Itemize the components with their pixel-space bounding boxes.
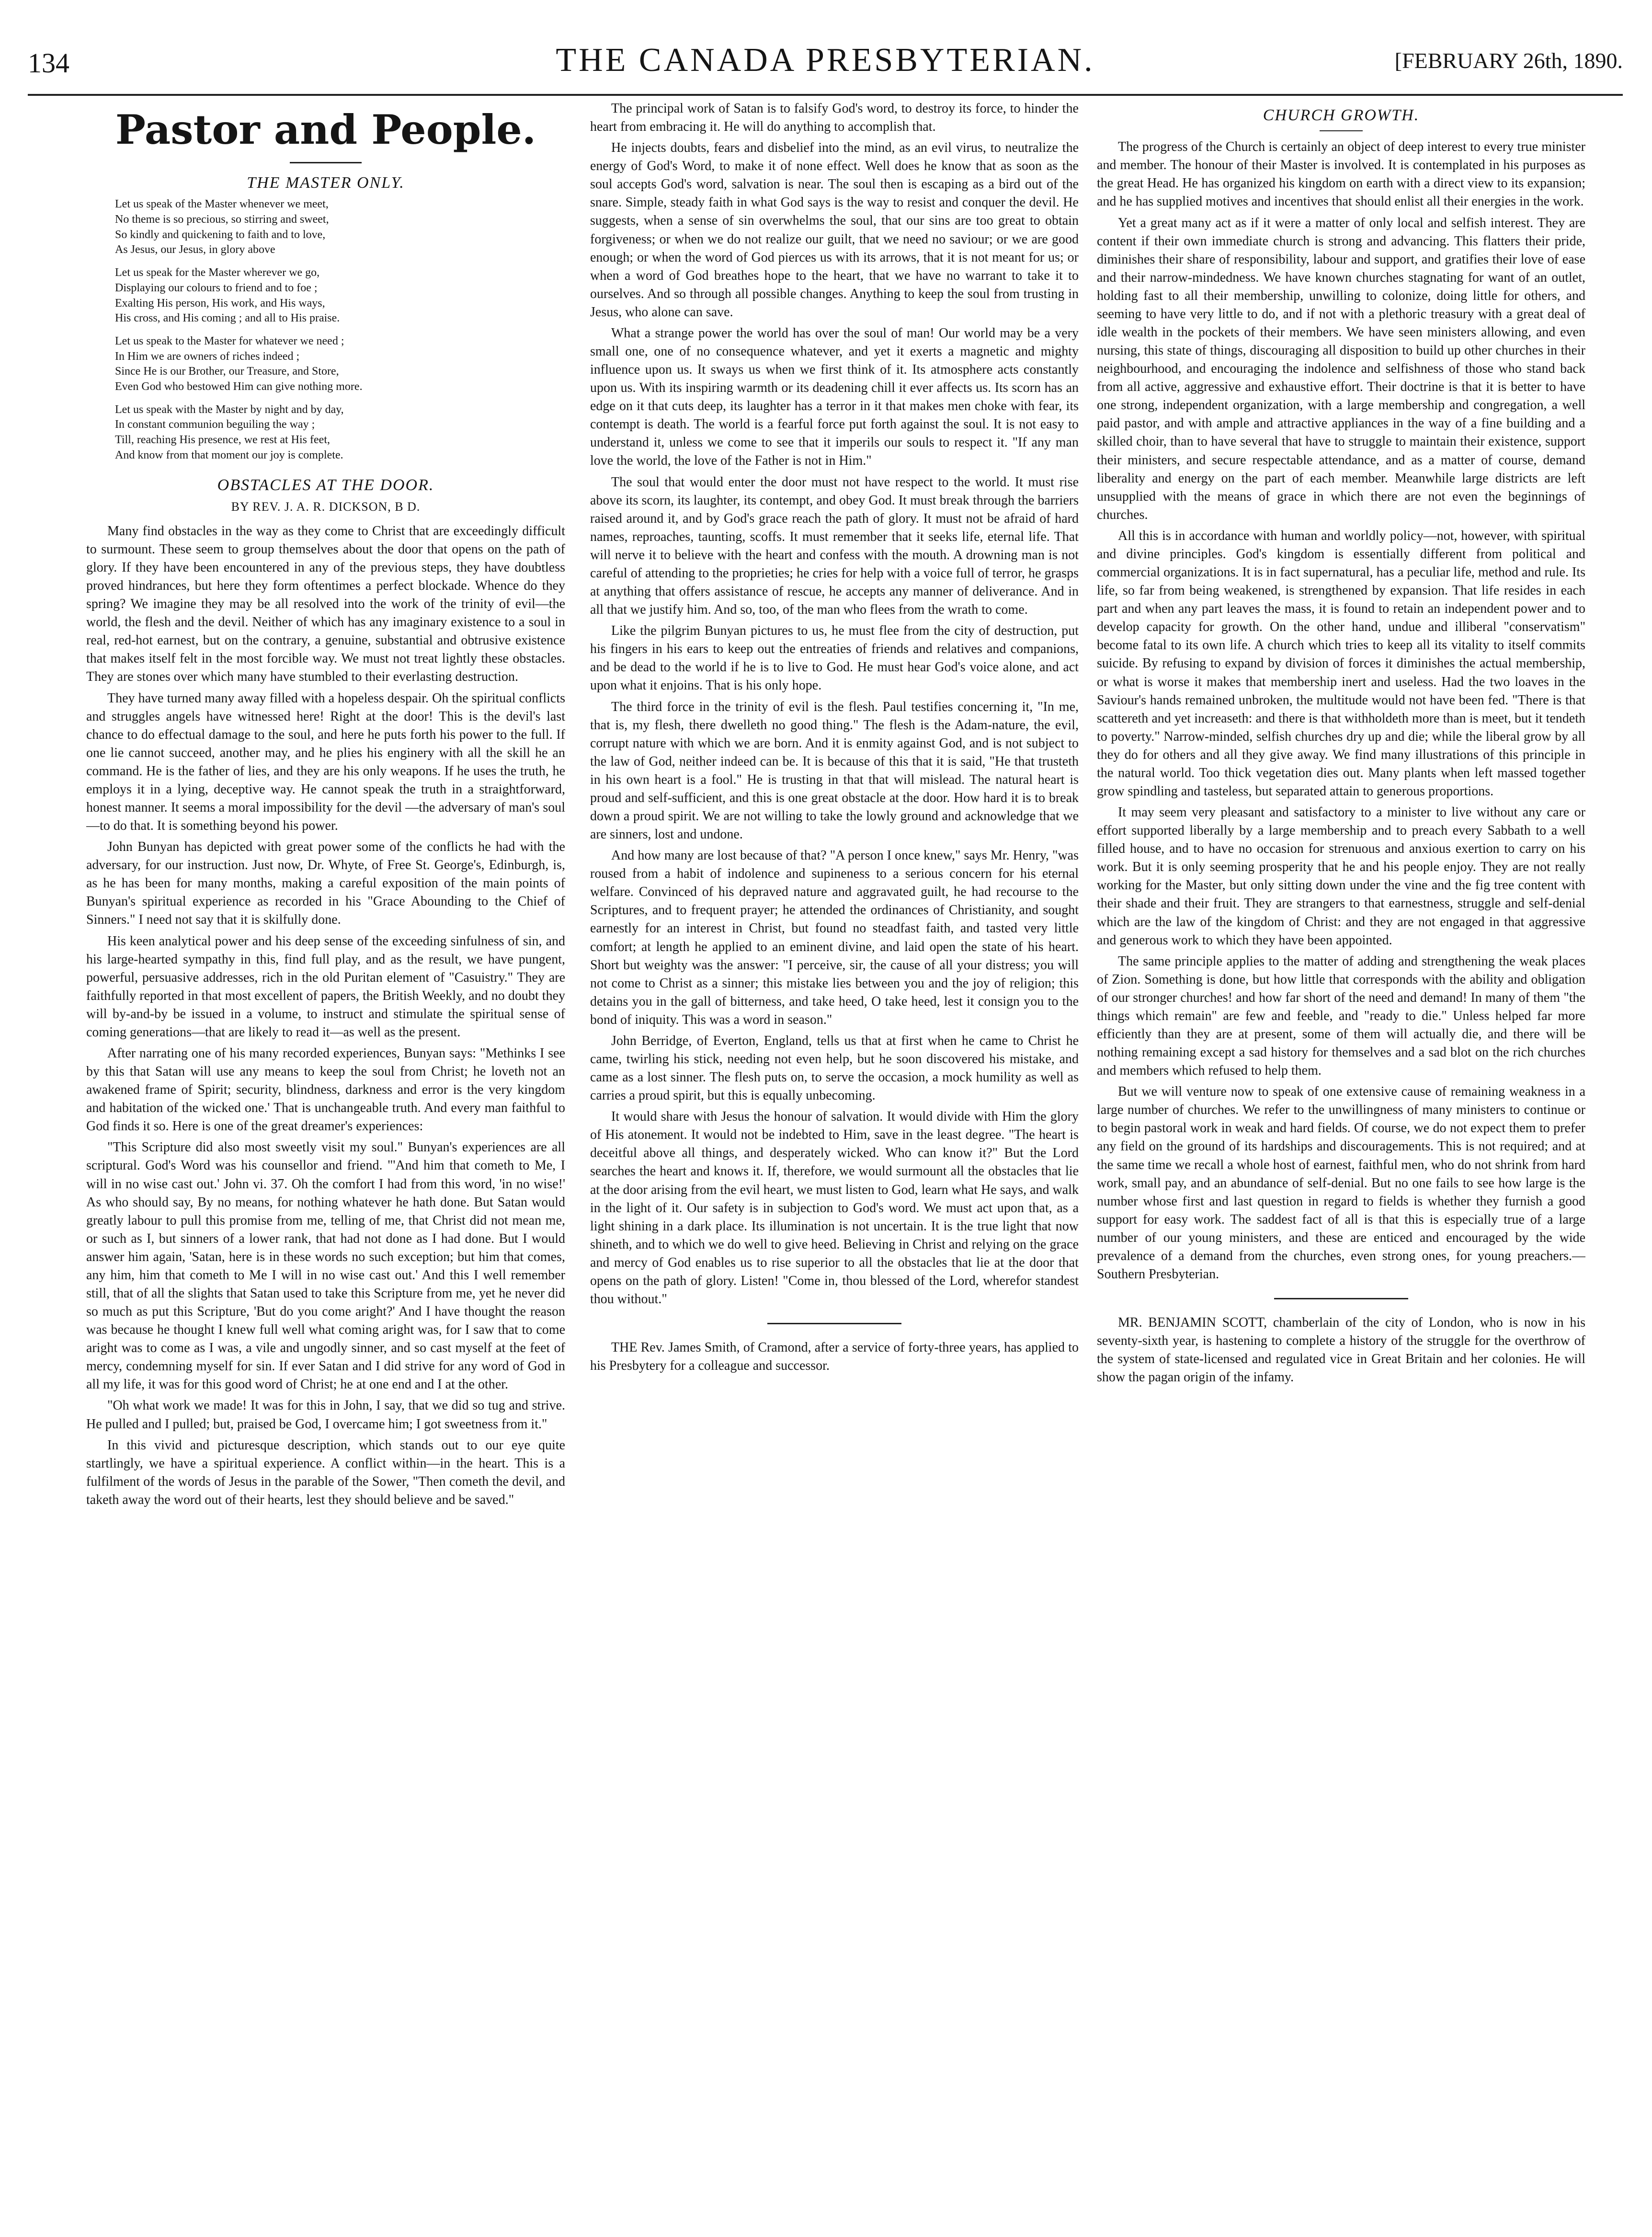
poem-line: Even God who bestowed Him can give nothing more. <box>115 380 363 393</box>
article-paragraph: "Oh what work we made! It was for this in John, I say, that we did so tug and strive. He pulled and I pulled; but, praised be God, I overcame him; I got sweetness from it." <box>86 1398 565 1432</box>
poem-line: Let us speak with the Master by night and by day, <box>115 403 344 416</box>
column-3 <box>1097 100 1585 2217</box>
poem-line: His cross, and His coming ; and all to His praise. <box>115 312 340 325</box>
article-paragraph: But we will venture now to speak of one extensive cause of remaining weakness in a large number of churches. We refer to the unwillingness of many ministers to continue or to begin pastoral work in weak and hard fields. Of course, we do not expect them to prefer any field on the ground of its hardships and discouragements. This is not required; and at the same time we recall a whole host of earnest, faithful men, who do not shrink from hard work, small pay, and an abundance of self-denial. But no one fails to see how large is the number whose first and last question in regard to fields is whether they furnish a good support for easy work. The saddest fact of all is that this is especially true of a large number of our young ministers, and these are enticed and encouraged by the wide prevalence of a demand from the churches, even strong ones, for young preachers.—Southern Presbyterian. <box>1097 1084 1585 1282</box>
article-paragraph: The soul that would enter the door must not have respect to the world. It must rise above its scorn, its laughter, its contempt, and obey God. It must break through the barriers raised around it, and by God's grace reach the path of glory. It must not be afraid of hard names, reproaches, taunting, scoffs. It must remember that it seeks life, eternal life. That will nerve it to believe with the heart and confess with the mouth. A drowning man is not careful of attending to the proprieties; he cries for help with a voice full of terror, he grasps at anything that offers assistance of rescue, he accepts any manner of deliverance. And in all that we justify him. And so, too, of the man who flees from the wrath to come. <box>590 474 1079 618</box>
article-paragraph: They have turned many away filled with a hopeless despair. Oh the spiritual conflicts and struggles angels have witnessed here! Right at the door! This is the devil's last chance to do effectual damage to the soul, and here he puts forth his power to the full. If one lie cannot succeed, another may, and he plies his enginery with all the skill he an command. He is the father of lies, and they are his only weapons. If he uses the truth, he employs it in a lying, deceptive way. He cannot speak the truth in a straightforward, honest manner. It seems a moral impossibility for the devil —the adversary of man's soul—to do that. It is something beyond his power. <box>86 690 565 834</box>
news-note-lead: MR. BENJAMIN SCOTT, <box>1118 1315 1267 1331</box>
section-rule <box>1320 130 1363 131</box>
poem-line: Since He is our Brother, our Treasure, and Store, <box>115 365 339 378</box>
poem <box>115 197 565 463</box>
article-paragraph: And how many are lost because of that? "A person I once knew," says Mr. Henry, "was roused from a habit of indolence and supineness to a serious concern for his eternal welfare. Convinced of his depraved nature and aggravated guilt, he had recourse to the Scriptures, and to frequent prayer; he attended the ordinances of Christianity, and sought earnestly for an interest in Christ, but found no steadfast faith, and tasted very little comfort; at length he applied to an eminent divine, and laid open the state of his heart. Short but weighty was the answer: "I perceive, sir, the cause of all your distress; you will not come to Christ as a sinner; this mistake lies between you and the joy of religion; this detains you in the gall of bitterness, and take heed, O take heed, lest it consign you to the bond of iniquity. This was a word in season." <box>590 848 1079 1027</box>
article-end-rule <box>767 1323 901 1324</box>
poem-line: And know from that moment our joy is complete. <box>115 448 343 461</box>
section-title-pastor-and-people: Pastor and People. <box>115 106 536 153</box>
section-rule <box>290 162 362 163</box>
article-paragraph: The third force in the trinity of evil is the flesh. Paul testifies concerning it, "In me, that is, my flesh, there dwelleth no good thing." The flesh is the Adam-nature, the evil, corrupt nature with which we are born. And it is enmity against God, and is not subject to the law of God, neither indeed can be. It is because of this that it is said, "He that trusteth in his own heart is a fool." He is trusting in that that will mislead. The natural heart is proud and self-sufficient, and this is one great obstacle at the door. How hard it is to break down a proud spirit. We are not willing to take the lowly ground and acknowledge that we are sinners, lost and undone. <box>590 699 1079 842</box>
page-number: 134 <box>28 47 69 79</box>
news-note <box>1097 1314 1585 1387</box>
column-2 <box>590 100 1079 2217</box>
news-note-body: chamberlain of the city of London, who is now in his seventy-sixth year, is hastening to complete a history of the struggle for the overthrow of the system of state-licensed and regulated vice in Great Britain and her colonies. He will show the pagan origin of the infamy. <box>1097 1315 1585 1385</box>
article-title: OBSTACLES AT THE DOOR. <box>217 476 434 494</box>
poem-stanza <box>115 265 565 326</box>
article-paragraph: It may seem very pleasant and satisfactory to a minister to live without any care or effort supported liberally by a large membership and to preach every Sabbath to a well filled house, and to have no occasion for strenuous and anxious exertion to carry on his work. But it is only seeming prosperity that he and his people enjoy. They are not really working for the Master, but only sitting down under the vine and the fig tree content with their shade and their fruit. They are strangers to that earnestness, struggle and self-denial which are the law of the kingdom of Christ: and they are not engaged in that aggressive and generous work to which they have been appointed. <box>1097 805 1585 948</box>
article-paragraph: His keen analytical power and his deep sense of the exceeding sinfulness of sin, and his large-hearted sympathy in this, find full play, and as the result, we have pungent, powerful, persuasive addresses, rich in the old Puritan element of "Casuistry." They are faithfully reported in that most excellent of papers, the British Weekly, and no doubt they will by-and-by be issued in a volume, to instruct and stimulate the spiritual sense of coming generations—that are likely to read it—as well as the present. <box>86 933 565 1040</box>
article-paragraph: John Bunyan has depicted with great power some of the conflicts he had with the adversary, for our instruction. Just now, Dr. Whyte, of Free St. George's, Edinburgh, is, as he has been for many months, making a careful exposition of the main points of Bunyan's spiritual experience as recorded in his "Grace Abounding to the Chief of Sinners." I need not say that it is skilfully done. <box>86 839 565 928</box>
newspaper-title: THE CANADA PRESBYTERIAN. <box>556 42 1095 79</box>
article-paragraph: Many find obstacles in the way as they come to Christ that are exceedingly difficult to surmount. These seem to group themselves about the door that opens on the path of glory. If they have been encountered in any of the previous steps, they have doubtless proved hindrances, but here they form oftentimes a perfect blockade. Whence do they spring? We imagine they may be all resolved into the work of the trinity of evil—the world, the flesh and the devil. Neither of which has any imaginary existence to a soul in real, red-hot earnest, but on the contrary, a genuine, substantial and obtrusive existence that makes itself felt in the most forcible way. We must not treat lightly these obstacles. They are stones over which many have stumbled to their everlasting destruction. <box>86 523 565 685</box>
article-paragraph: What a strange power the world has over the soul of man! Our world may be a very small one, one of no consequence whatever, and yet it exerts a magnetic and mighty influence upon us. It sways us when we first think of it. Its atmosphere acts constantly upon us. With its inspiring warmth or its deadening chill it ever affects us. Its scorn has an edge on it that cuts deep, its laughter has a terror in it that makes men choke with fear, its contempt is death. The world is a fearful force put forth against the soul. It is not easy to understand it, unless we come to see that it imperils our souls to respect it. "If any man love the world, the love of the Father is not in Him." <box>590 325 1079 469</box>
article-paragraph: In this vivid and picturesque description, which stands out to our eye quite startlingly, we have a spiritual experience. A conflict within—in the heart. This is a fulfilment of the words of Jesus in the parable of the Sower, "Then cometh the devil, and taketh away the word out of their hearts, lest they should believe and be saved." <box>86 1437 565 1507</box>
poem-stanza <box>115 334 565 395</box>
article-paragraph: John Berridge, of Everton, England, tells us that at first when he came to Christ he came, twirling his stick, needing not even help, but he soon discovered his mistake, and came as a lost sinner. The flesh puts on, to serve the occasion, a mock humility as well as carries a proud spirit, but this is equally unbecoming. <box>590 1033 1079 1103</box>
article-paragraph: "This Scripture did also most sweetly visit my soul." Bunyan's experiences are all scriptural. God's Word was his counsellor and friend. "'And him that cometh to Me, I will in no wise cast out.' John vi. 37. Oh the comfort I had from this word, 'in no wise!' As who should say, By no means, for nothing whatever he hath done. But Satan would greatly labour to pull this promise from me, telling of me, that Christ did not mean me, or such as I, but sinners of a lower rank, that had not done as I had done. But I would answer him again, 'Satan, here is in these words no such exception; but him that comes, any him, him that cometh to Me I will in no wise cast out.' And this I well remember still, that of all the slights that Satan used to take this Scripture from me, yet he never did so much as put this Scripture, 'But do you come aright?' And I have thought the reason was because he thought I knew full well what coming aright was, for I saw that to come aright was to come as I was, a vile and ungodly sinner, and so cast myself at the feet of mercy, condemning myself for sin. If ever Satan and I did strive for any word of God in all my life, it was for this good word of Christ; he at one end and I at the other. <box>86 1140 565 1392</box>
poem-line: Displaying our colours to friend and to foe ; <box>115 281 318 294</box>
masthead <box>28 41 1623 96</box>
column-1 <box>86 100 565 2217</box>
poem-stanza <box>115 402 565 463</box>
article-paragraph: He injects doubts, fears and disbelief into the mind, as an evil virus, to neutralize the energy of God's Word, to make it of none effect. Well does he know that as soon as the soul accepts God's word, salvation is near. The soul then is escaping as a bird out of the snare. Simple, steady faith in what God says is the way to resist and conquer the devil. He suggests, when a sense of sin overwhelms the soul, that our sins are too great to obtain forgiveness; or when we do not realize our guilt, that we need no saviour; or we are good enough; or when the word of God pierces us with its arrows, that it is not meant for us; or when a word of God breathes hope to the heart, that we have no warrant to take it to ourselves. And so through all possible changes. Anything to keep the soul from trusting in Jesus, who alone can save. <box>590 140 1079 320</box>
poem-title: THE MASTER ONLY. <box>247 174 405 192</box>
poem-line: Let us speak to the Master for whatever we need ; <box>115 334 344 347</box>
article-paragraph: Like the pilgrim Bunyan pictures to us, he must flee from the city of destruction, put his fingers in his ears to keep out the entreaties of friends and relatives and companions, and be dead to the world if he is to live to God. He must hear God's voice alone, and act upon what it enjoins. That is his only hope. <box>590 623 1079 693</box>
poem-line: Exalting His person, His work, and His ways, <box>115 297 325 310</box>
article-paragraph: All this is in accordance with human and worldly policy—not, however, with spiritual and divine principles. God's kingdom is essentially different from political and commercial organizations. It is in fact supernatural, has a peculiar life, method and rule. Its life, so far from being weakened, is strengthened by expansion. That life resides in each part and when any part leaves the mass, it is found to retain an independent power and to develop capacity for growth. On the other hand, undue and illiberal "conservatism" become fatal to its own life. A church which tries to keep all its vitality to itself commits suicide. By refusing to expand by division of forces it diminishes the actual membership, or what is worse it makes that membership inert and useless. Had the two loaves in the Saviour's hands remained unbroken, the multitude would not have been fed. "There is that scattereth and yet increaseth: and there is that withholdeth more than is meet, but it tendeth to poverty." Narrow-minded, selfish churches dry up and die; while the liberal grow by all they do for others and all they give away. We find many illustrations of this principle in the natural world. Too thick vegetation dies out. Many plants when left massed together grow spindling and tasteless, but separated attain to generous proportions. <box>1097 528 1585 799</box>
article-paragraph: After narrating one of his many recorded experiences, Bunyan says: "Methinks I see by this that Satan will use any means to keep the soul from Christ; he loveth not an awakened frame of Spirit; security, blindness, darkness and error is the very kingdom and habitation of the wicked one.' That is unchangeable truth. And every man faithful to God finds it so. Here is one of the great dreamer's experiences: <box>86 1046 565 1134</box>
article-paragraph: The progress of the Church is certainly an object of deep interest to every true minister and member. The honour of their Master is involved. It is contemplated in his purposes as the great Head. He has organized his kingdom on earth with a direct view to its expansion; and he has supplied motives and incentives that should enlist all their energies in the work. <box>1097 139 1585 209</box>
poem-line: Let us speak of the Master whenever we meet, <box>115 198 329 211</box>
poem-line: No theme is so precious, so stirring and sweet, <box>115 213 329 226</box>
poem-line: In constant communion beguiling the way ; <box>115 418 315 431</box>
poem-line: As Jesus, our Jesus, in glory above <box>115 243 275 256</box>
article-paragraph: Yet a great many act as if it were a matter of only local and selfish interest. They are content if their own immediate church is strong and advancing. This flatters their pride, diminishes their share of responsibility, labour and support, and gratifies their love of ease and their narrow-mindedness. We have known churches stagnating for want of an outlet, holding fast to all their membership, unwilling to colonize, doing little for others, and seeming to have very little to do, and if not with a plethoric treasury with a great deal of idle wealth in the pockets of their members. We have seen ministers allowing, and even nursing, this state of things, discouraging all disposition to build up other churches in their neighbourhood, and encouraging the indolence and selfishness of those who stand back from all active, aggressive and exhaustive effort. Their doctrine is that it is better to have one strong, independent organization, with a large membership and congregation, a well paid pastor, and with ample and attractive appliances in the way of a fine building and a skilled choir, than to have several that have to struggle to maintain their existence, support their ministers, and secure respectable attendance, and as a matter of course, demand liberality and energy on the part of each member. Meanwhile large districts are left unsupplied with the means of grace in which there are not even the beginnings of churches. <box>1097 215 1585 522</box>
issue-date: [FEBRUARY 26th, 1890. <box>1394 48 1623 73</box>
section-title-church-growth: CHURCH GROWTH. <box>1263 106 1420 124</box>
article-paragraph: The same principle applies to the matter of adding and strengthening the weak places of Zion. Something is done, but how little that corresponds with the ability and obligation of our stronger churches! and how far short of the need and demand! In many of them "the things which remain" are few and feeble, and "ready to die." Unless helped far more efficiently than they are at present, some of them will actually die, and there will be nothing remaining except a sad history for themselves and a sad blot on the rich churches and members which refused to help them. <box>1097 953 1585 1078</box>
article-paragraph: The principal work of Satan is to falsify God's word, to destroy its force, to hinder the heart from embracing it. He will do anything to accomplish that. <box>590 101 1079 135</box>
poem-stanza <box>115 197 565 258</box>
article-byline: BY REV. J. A. R. DICKSON, B D. <box>231 500 421 514</box>
article-end-rule <box>1274 1298 1408 1299</box>
article-paragraph: It would share with Jesus the honour of salvation. It would divide with Him the glory of His atonement. It would not be indebted to Him, save in the least degree. "The heart is deceitful above all things, and desperately wicked. Who can know it?" But the Lord searches the heart and knows it. If, therefore, we would surmount all the obstacles that lie at the door arising from the evil heart, we must listen to God, learn what He says, and walk in the light of it. Our safety is in subjection to God's word. We must act upon that, as a light shining in a dark place. Its illumination is not uncertain. It is the true light that now shineth, and to which we do well to give heed. Believing in Christ and relying on the grace and mercy of God enables us to rise superior to all the obstacles that lie at the door that opens on the path of glory. Listen! "Come in, thou blessed of the Lord, wherefor standest thou without." <box>590 1109 1079 1307</box>
poem-line: Till, reaching His presence, we rest at His feet, <box>115 433 330 446</box>
news-note: THE Rev. James Smith, of Cramond, after a service of forty-three years, has applied to his Presbytery for a colleague and successor. <box>590 1340 1079 1374</box>
poem-line: In Him we are owners of riches indeed ; <box>115 350 300 363</box>
poem-line: So kindly and quickening to faith and to love, <box>115 228 326 241</box>
poem-line: Let us speak for the Master wherever we go, <box>115 266 320 279</box>
